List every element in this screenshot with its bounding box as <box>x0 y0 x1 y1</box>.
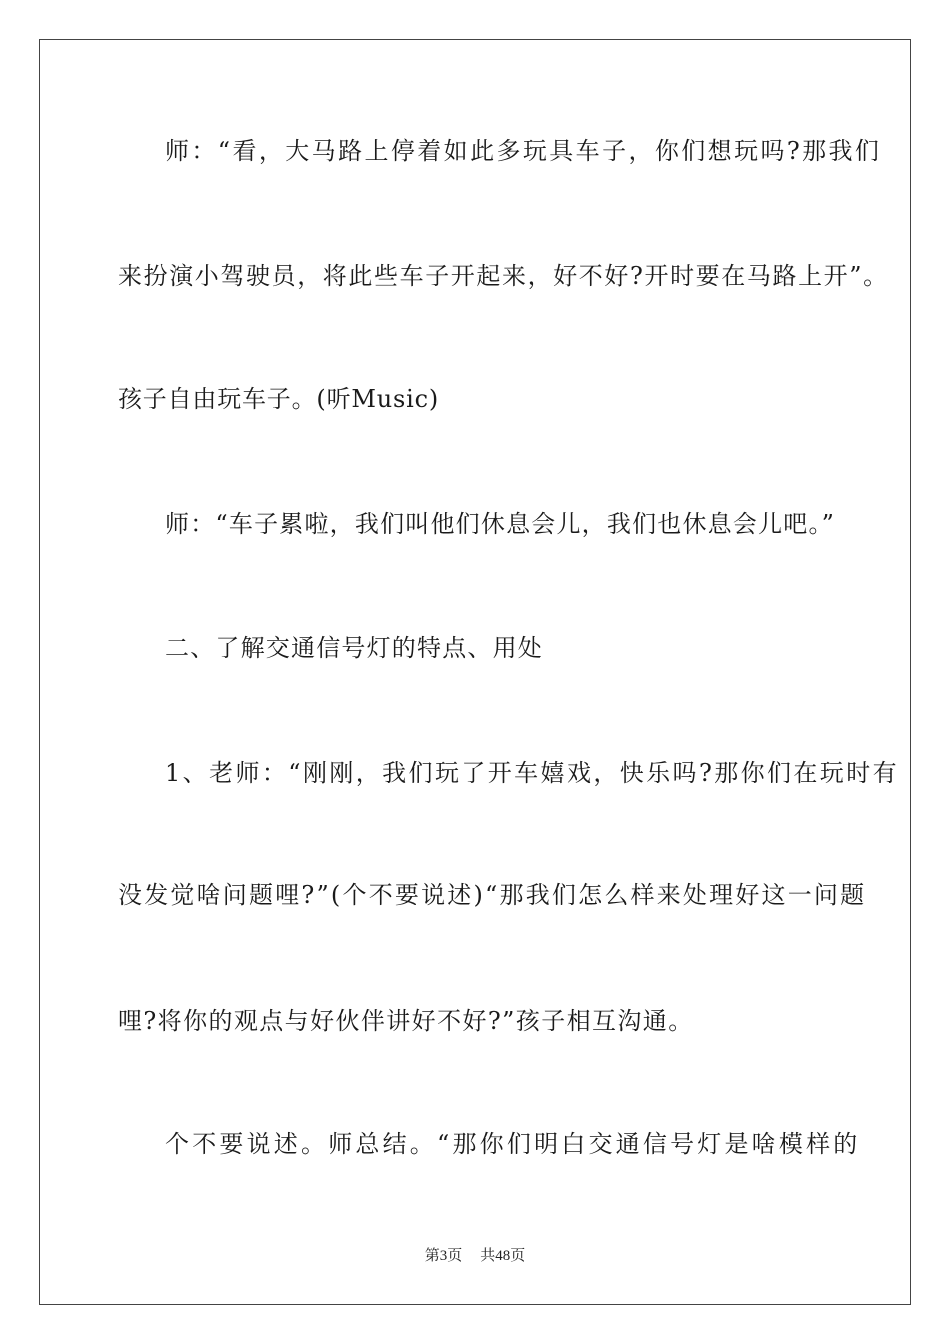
paragraph-line-3: 孩子自由玩车子。(听Music) <box>118 385 439 413</box>
paragraph-line-7: 没发觉啥问题哩?”(个不要说述)“那我们怎么样来处理好这一问题 <box>118 881 867 909</box>
section-heading: 二、了解交通信号灯的特点、用处 <box>165 634 543 662</box>
page-footer <box>0 1247 950 1265</box>
paragraph-line-8: 哩?将你的观点与好伙伴讲好不好?”孩子相互沟通。 <box>118 1007 694 1035</box>
paragraph-line-1: 师：“看，大马路上停着如此多玩具车子，你们想玩吗?那我们 <box>165 137 882 165</box>
page-total: 共48页 <box>480 1248 526 1264</box>
paragraph-line-4: 师：“车子累啦，我们叫他们休息会儿，我们也休息会儿吧。” <box>165 510 836 538</box>
paragraph-line-9: 个不要说述。师总结。“那你们明白交通信号灯是啥模样的 <box>165 1130 861 1158</box>
paragraph-line-2: 来扮演小驾驶员，将此些车子开起来，好不好?开时要在马路上开”。 <box>118 262 889 290</box>
page-border <box>39 39 911 1305</box>
page-number: 第3页 <box>424 1248 463 1264</box>
paragraph-line-6: 1、老师：“刚刚，我们玩了开车嬉戏，快乐吗?那你们在玩时有 <box>165 759 900 787</box>
